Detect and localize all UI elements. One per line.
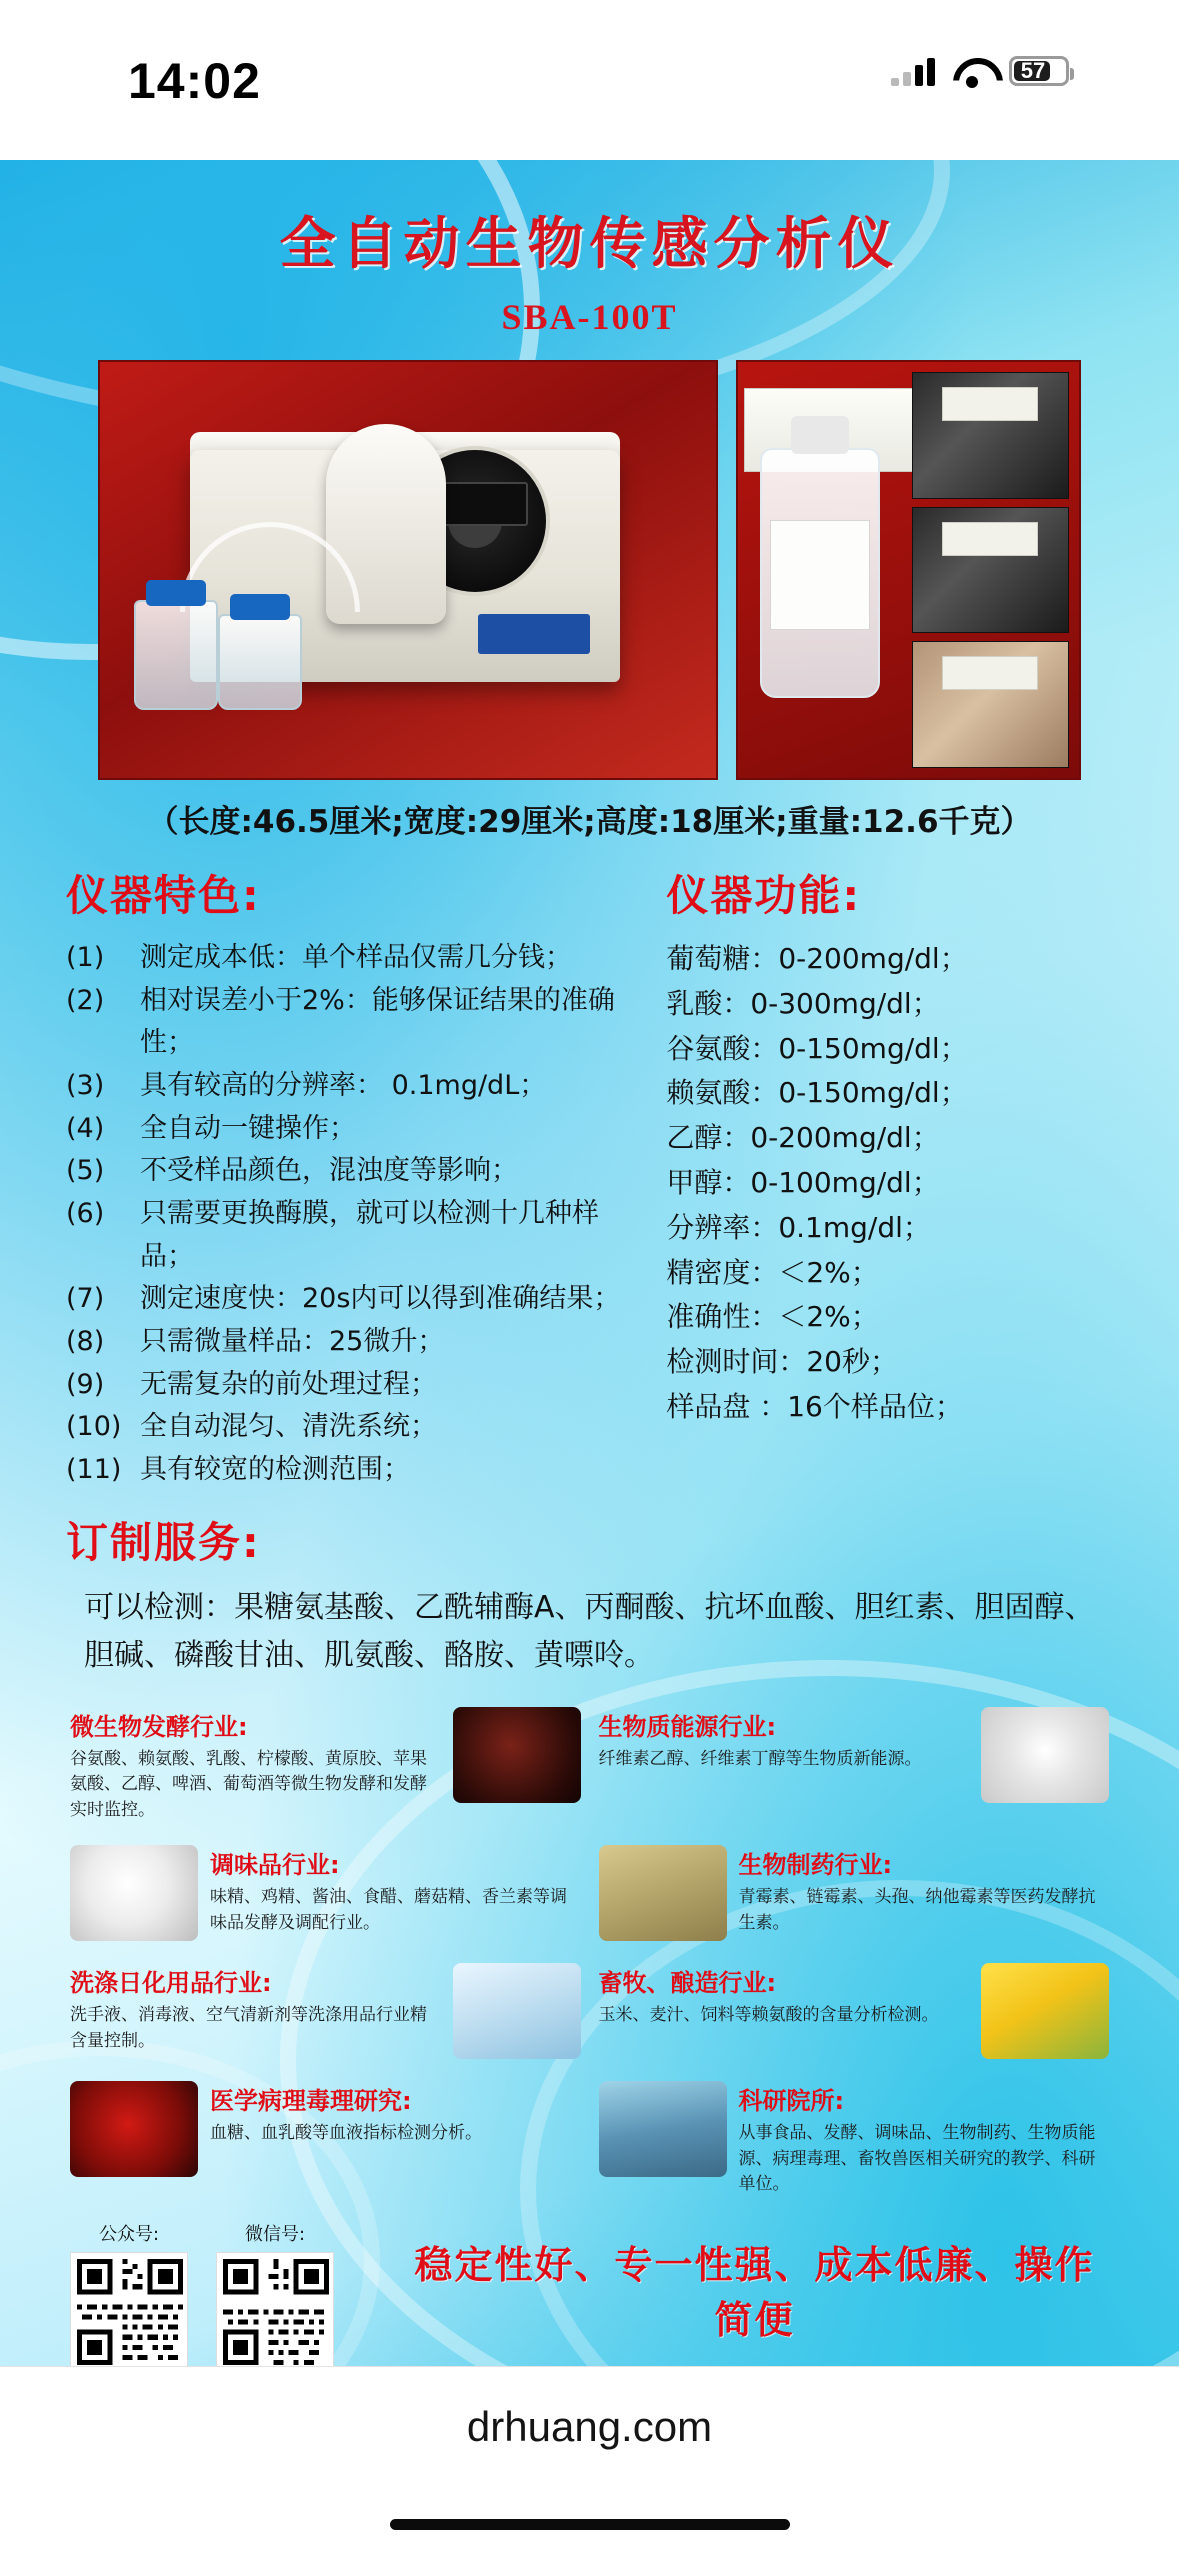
- custom-service-body: 可以检测：果糖氨基酸、乙酰辅酶A、丙酮酸、抗坏血酸、胆红素、胆固醇、胆碱、磷酸甘油、肌氨酸、酪胺、黄嘌呤。: [84, 1589, 1095, 1674]
- list-item: 精密度：＜2%；: [666, 1255, 879, 1289]
- msg-crystal-photo: [70, 1845, 198, 1941]
- functions-list: [666, 937, 1113, 1430]
- industry-text: [210, 1845, 581, 1936]
- list-item-number: (7): [66, 1283, 105, 1315]
- buffer-solution-bottle: [760, 448, 880, 698]
- list-item-number: (2): [66, 984, 105, 1016]
- list-item-number: (11): [66, 1453, 122, 1485]
- industry-title: 微生物发酵行业:: [70, 1712, 248, 1741]
- list-item: [66, 1150, 652, 1193]
- industries-section: [36, 1707, 1143, 2198]
- list-item-number: (8): [66, 1325, 105, 1357]
- product-photos: [98, 360, 1081, 780]
- industry-cell-detergent: [70, 1963, 581, 2059]
- battery-icon: [1009, 56, 1069, 86]
- industry-row: [70, 2081, 1109, 2198]
- list-item-text: 全自动混匀、清洗系统；: [140, 1411, 437, 1443]
- industry-title: 生物制药行业:: [738, 1851, 893, 1880]
- poster-model: SBA-100T: [501, 297, 678, 337]
- poster-title: 全自动生物传感分析仪: [279, 211, 900, 277]
- industry-desc: 谷氨酸、赖氨酸、乳酸、柠檬酸、黄原胶、苹果氨酸、乙醇、啤酒、葡萄酒等微生物发酵和发酵实时监控。: [70, 1748, 427, 1820]
- status-bar: [0, 0, 1179, 160]
- list-item: 葡萄糖：0-200mg/dl；: [666, 942, 968, 975]
- list-item-number: (6): [66, 1197, 105, 1229]
- list-item: [66, 980, 652, 1065]
- list-item: [66, 1065, 652, 1108]
- list-item-text: 只需微量样品：25微升；: [140, 1325, 445, 1357]
- home-indicator[interactable]: [390, 2519, 790, 2530]
- qr-public-label: 公众号:: [98, 2223, 160, 2245]
- industry-text: [70, 1707, 441, 1824]
- dimensions-note: （长度:46.5厘米;宽度:29厘米;高度:18厘米;重量:12.6千克）: [147, 804, 1032, 840]
- poster-footer: [36, 2220, 1143, 2366]
- list-item-text: 只需要更换酶膜，就可以检测十几种样品；: [140, 1197, 599, 1272]
- tech-support-contact: [400, 2364, 1109, 2366]
- custom-service-section: [36, 1510, 1143, 1681]
- industry-cell-biomass: [599, 1707, 1110, 1824]
- list-item: [66, 1193, 652, 1278]
- list-item-text: 测定成本低：单个样品仅需几分钱；: [140, 942, 572, 973]
- reagent-bottle-right: [218, 614, 302, 710]
- list-item: 赖氨酸：0-150mg/dl；: [666, 1076, 968, 1110]
- enzyme-membrane-pack: [912, 372, 1069, 499]
- features-list: [66, 937, 652, 1492]
- biomass-powder-photo: [981, 1707, 1109, 1803]
- instrument-nameplate: [478, 614, 590, 654]
- status-bar-time: 14:02: [128, 53, 261, 109]
- industry-cell-research: [599, 2081, 1110, 2198]
- list-item-text: 测定速度快：20s内可以得到准确结果；: [140, 1283, 621, 1315]
- industry-text: [739, 2081, 1110, 2198]
- vials-photo: [599, 1845, 727, 1941]
- industry-desc: 血糖、血乳酸等血液指标检测分析。: [210, 2123, 482, 2144]
- specs-columns: [36, 863, 1143, 1492]
- list-item: 乙醇：0-200mg/dl；: [666, 1121, 940, 1155]
- research-institute-photo: [599, 2081, 727, 2177]
- industry-title: 科研院所:: [738, 2087, 845, 2116]
- features-column: [66, 863, 652, 1492]
- reagents-photo: [736, 360, 1081, 780]
- industry-title: 洗涤日化用品行业:: [70, 1969, 272, 1998]
- list-item: [66, 1278, 652, 1321]
- hand-soap-photo: [453, 1963, 581, 2059]
- industry-desc: 洗手液、消毒液、空气清新剂等洗涤用品行业精含量控制。: [70, 2005, 427, 2051]
- industry-title: 调味品行业:: [210, 1851, 340, 1880]
- corn-photo: [981, 1963, 1109, 2059]
- industry-row: [70, 1845, 1109, 1941]
- list-item-text: 具有较宽的检测范围；: [140, 1453, 410, 1485]
- list-item-number: (10): [66, 1411, 122, 1443]
- custom-service-heading: 订制服务:: [66, 1517, 261, 1567]
- list-item: 甲醇：0-100mg/dl；: [666, 1165, 940, 1199]
- list-item-number: (9): [66, 1368, 105, 1400]
- status-bar-indicators: [891, 56, 1069, 86]
- industry-title: 畜牧、酿造行业:: [598, 1969, 777, 1998]
- reagent-kit-right: [902, 362, 1079, 778]
- list-item: [66, 1364, 652, 1407]
- industry-desc: 从事食品、发酵、调味品、生物制药、生物质能源、病理毒理、畜牧兽医相关研究的教学、科研单位。: [738, 2123, 1096, 2195]
- bottle-cap: [230, 594, 290, 620]
- industry-cell-pharma: [599, 1845, 1110, 1941]
- qr-wechat-account: [216, 2220, 334, 2366]
- battery-level-label: 57: [1020, 58, 1046, 83]
- reagent-bottle-left: [134, 600, 218, 710]
- reagent-kit-left: [738, 362, 902, 778]
- industry-desc: 味精、鸡精、酱油、食醋、蘑菇精、香兰素等调味品发酵及调配行业。: [210, 1887, 567, 1933]
- enzyme-membrane-pack: [912, 641, 1069, 768]
- list-item-number: (1): [66, 942, 105, 973]
- industry-cell-livestock: [599, 1963, 1110, 2059]
- analyzer-photo: [98, 360, 718, 780]
- browser-bottom-bar: [0, 2366, 1179, 2556]
- pack-label: [942, 656, 1038, 690]
- list-item: 检测时间：20秒；: [666, 1345, 898, 1379]
- industry-desc: 玉米、麦汁、饲料等赖氨酸的含量分析检测。: [598, 2005, 939, 2026]
- cellular-signal-icon: [891, 56, 935, 86]
- list-item-number: (4): [66, 1112, 105, 1144]
- list-item: [66, 1406, 652, 1449]
- site-url-label[interactable]: drhuang.com: [466, 2403, 713, 2450]
- industry-row: [70, 1963, 1109, 2059]
- list-item-text: 相对误差小于2%：能够保证结果的准确性；: [140, 984, 615, 1059]
- list-item-text: 具有较高的分辨率： 0.1mg/dL；: [140, 1069, 547, 1101]
- industry-title: 医学病理毒理研究:: [210, 2087, 412, 2116]
- list-item-text: 不受样品颜色，混浊度等影响；: [140, 1155, 518, 1187]
- functions-heading: 仪器功能:: [666, 871, 862, 920]
- industry-text: [599, 1963, 970, 2029]
- industry-cell-fermentation: [70, 1707, 581, 1824]
- industry-text: [70, 1963, 441, 2054]
- list-item: [66, 1321, 652, 1364]
- bottle-cap: [146, 580, 206, 606]
- industry-text: [599, 1707, 970, 1773]
- wifi-icon: [953, 56, 991, 86]
- industry-cell-medical: [70, 2081, 581, 2198]
- features-heading: 仪器特色:: [66, 871, 261, 920]
- qr-code-icon: [70, 2252, 188, 2366]
- industry-text: [739, 1845, 1110, 1936]
- pack-label: [942, 522, 1038, 556]
- list-item-number: (5): [66, 1155, 105, 1187]
- list-item: [66, 937, 652, 980]
- list-item-text: 无需复杂的前处理过程；: [140, 1368, 437, 1400]
- heart-model-photo: [70, 2081, 198, 2177]
- enzyme-membrane-pack: [912, 507, 1069, 634]
- slogan-zone: [400, 2220, 1109, 2366]
- qr-code-icon: [216, 2252, 334, 2366]
- wine-pour-photo: [453, 1707, 581, 1803]
- slogan: 稳定性好、专一性强、成本低廉、操作简便: [414, 2241, 1095, 2342]
- pack-label: [942, 387, 1038, 421]
- product-poster-image: [0, 160, 1179, 2366]
- industry-text: [210, 2081, 581, 2147]
- qr-wechat-label: 微信号:: [244, 2223, 306, 2245]
- list-item: 谷氨酸：0-150mg/dl；: [666, 1031, 968, 1065]
- list-item: [66, 1449, 652, 1492]
- list-item-number: (3): [66, 1069, 105, 1101]
- list-item: 准确性：＜2%；: [666, 1300, 879, 1334]
- list-item: 分辨率：0.1mg/dl；: [666, 1210, 931, 1244]
- bottle-label: [770, 520, 870, 630]
- industry-desc: 青霉素、链霉素、头孢、纳他霉素等医药发酵抗生素。: [738, 1887, 1096, 1933]
- industry-cell-seasoning: [70, 1845, 581, 1941]
- list-item-text: 全自动一键操作；: [140, 1112, 356, 1144]
- list-item: [66, 1108, 652, 1151]
- functions-column: [652, 863, 1113, 1492]
- list-item: 样品盘 ：16个样品位；: [666, 1389, 963, 1423]
- list-item: 乳酸：0-300mg/dl；: [666, 986, 940, 1020]
- industry-desc: 纤维素乙醇、纤维素丁醇等生物质新能源。: [598, 1748, 922, 1769]
- industry-title: 生物质能源行业:: [598, 1712, 777, 1741]
- industry-row: [70, 1707, 1109, 1824]
- qr-public-account: [70, 2220, 188, 2366]
- qr-codes: [70, 2220, 400, 2366]
